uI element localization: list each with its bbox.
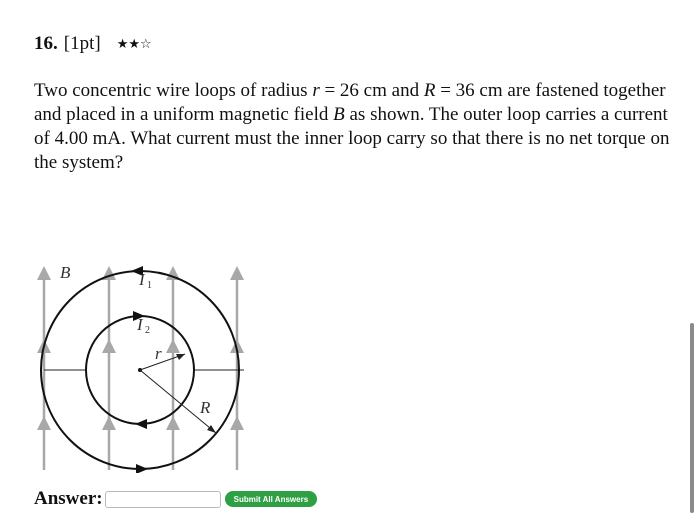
- problem-text: Two concentric wire loops of radius r = 26 cm and R = 36 cm are fastened together and placed in a uniform magnetic field B as shown. The outer loop carries a current of 4.00 mA. What current must the inner loop carry so that there is no net torque on the system?: [34, 80, 670, 173]
- label-I1: I: [139, 270, 145, 289]
- difficulty-stars-icon: ★★☆: [116, 36, 152, 52]
- variable-R: R: [423, 80, 436, 101]
- concentric-loops-diagram: [32, 258, 254, 473]
- scrollbar[interactable]: [690, 323, 694, 513]
- answer-row: [34, 488, 317, 510]
- question-header: [34, 33, 152, 55]
- answer-label: Answer:: [34, 488, 103, 509]
- inner-current-arrow-bottom: [135, 419, 147, 429]
- question-number: 16.: [34, 33, 58, 54]
- label-I1-sub: 1: [147, 280, 152, 291]
- variable-r: r: [312, 80, 320, 101]
- label-R: R: [200, 398, 211, 417]
- submit-all-answers-button[interactable]: Submit All Answers: [225, 491, 318, 507]
- variable-B: B: [333, 104, 345, 125]
- question-points: [1pt]: [63, 33, 101, 54]
- label-I2: I: [137, 315, 143, 334]
- label-r: r: [155, 344, 162, 363]
- answer-input[interactable]: [105, 491, 221, 508]
- loops-figure: [32, 258, 254, 478]
- label-B: B: [60, 263, 71, 282]
- label-I2-sub: 2: [145, 325, 150, 336]
- outer-current-arrow-bottom: [136, 464, 148, 473]
